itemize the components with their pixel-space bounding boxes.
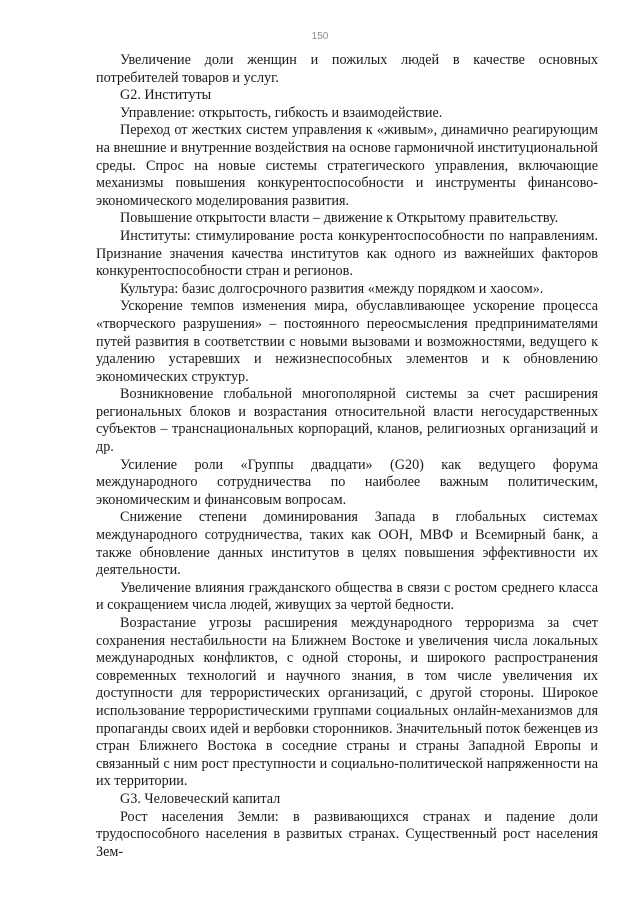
- paragraph: Снижение степени доминирования Запада в глобальных системах международного сотрудничества, таких как ООН, МВФ и Всемирный банк, а также обновление данных институтов в целях повышения эффективности их деятельности.: [96, 509, 598, 579]
- paragraph: Рост населения Земли: в развивающихся странах и падение доли трудоспособного населения в развитых странах. Существенный рост населения Зем-: [96, 808, 598, 860]
- section-heading: G3. Человеческий капитал: [120, 790, 281, 807]
- paragraph: Повышение открытости власти – движение к Открытому правительству.: [120, 210, 559, 227]
- paragraph: Управление: открытость, гибкость и взаимодействие.: [120, 104, 443, 121]
- paragraph: Переход от жестких систем управления к «живым», динамично реагирующим на внешние и внутренние воздействия на основе гармоничной институциональной среды. Спрос на новые системы стратегического управления, включающие механизмы повышения конкурентоспособности и инструменты финансово-экономического моделирования развития.: [96, 122, 598, 209]
- paragraph: Ускорение темпов изменения мира, обуславливающее ускорение процесса «творческого разрушения» – постоянного переосмысления предпринимателями путей развития в соответствии с новыми вызовами и возможностями, ведущего к удалению устаревших и нежизнеспособных элементов и к обновлению экономических структур.: [96, 298, 598, 385]
- paragraph: Возникновение глобальной многополярной системы за счет расширения региональных блоков и возрастания относительной власти негосударственных субъектов – транснациональных корпораций, кланов, религиозных организаций и др.: [96, 386, 598, 456]
- body-text: [96, 52, 598, 861]
- page-number: 150: [311, 31, 329, 42]
- paragraph: Усиление роли «Группы двадцати» (G20) как ведущего форума международного сотрудничества по наиболее важным политическим, экономическим и финансовым вопросам.: [96, 456, 598, 508]
- section-heading: G2. Институты: [120, 87, 212, 104]
- paragraph: Увеличение доли женщин и пожилых людей в качестве основных потребителей товаров и услуг.: [96, 52, 598, 86]
- paragraph: Возрастание угрозы расширения международного терроризма за счет сохранения нестабильности на Ближнем Востоке и увеличения числа локальных международных конфликтов, с одной стороны, и широкого распространения современных технологий и научного знания, в том числе увеличения их доступности для террористических организаций, с другой стороны. Широкое использование террористическими группами социальных онлайн-механизмов для пропаганды своих идей и вербовки сторонников. Значительный поток беженцев из стран Ближнего Востока в соседние страны и страны Западной Европы и связанный с ним рост преступности и социально-политической напряженности на их территории.: [96, 615, 598, 790]
- paragraph: Культура: базис долгосрочного развития «между порядком и хаосом».: [120, 280, 544, 297]
- paragraph: Институты: стимулирование роста конкурентоспособности по направлениям. Признание значения качества институтов как одного из важнейших факторов конкурентоспособности стран и регионов.: [96, 227, 598, 280]
- paragraph: Увеличение влияния гражданского общества в связи с ростом среднего класса и сокращением числа людей, живущих за чертой бедности.: [96, 579, 598, 614]
